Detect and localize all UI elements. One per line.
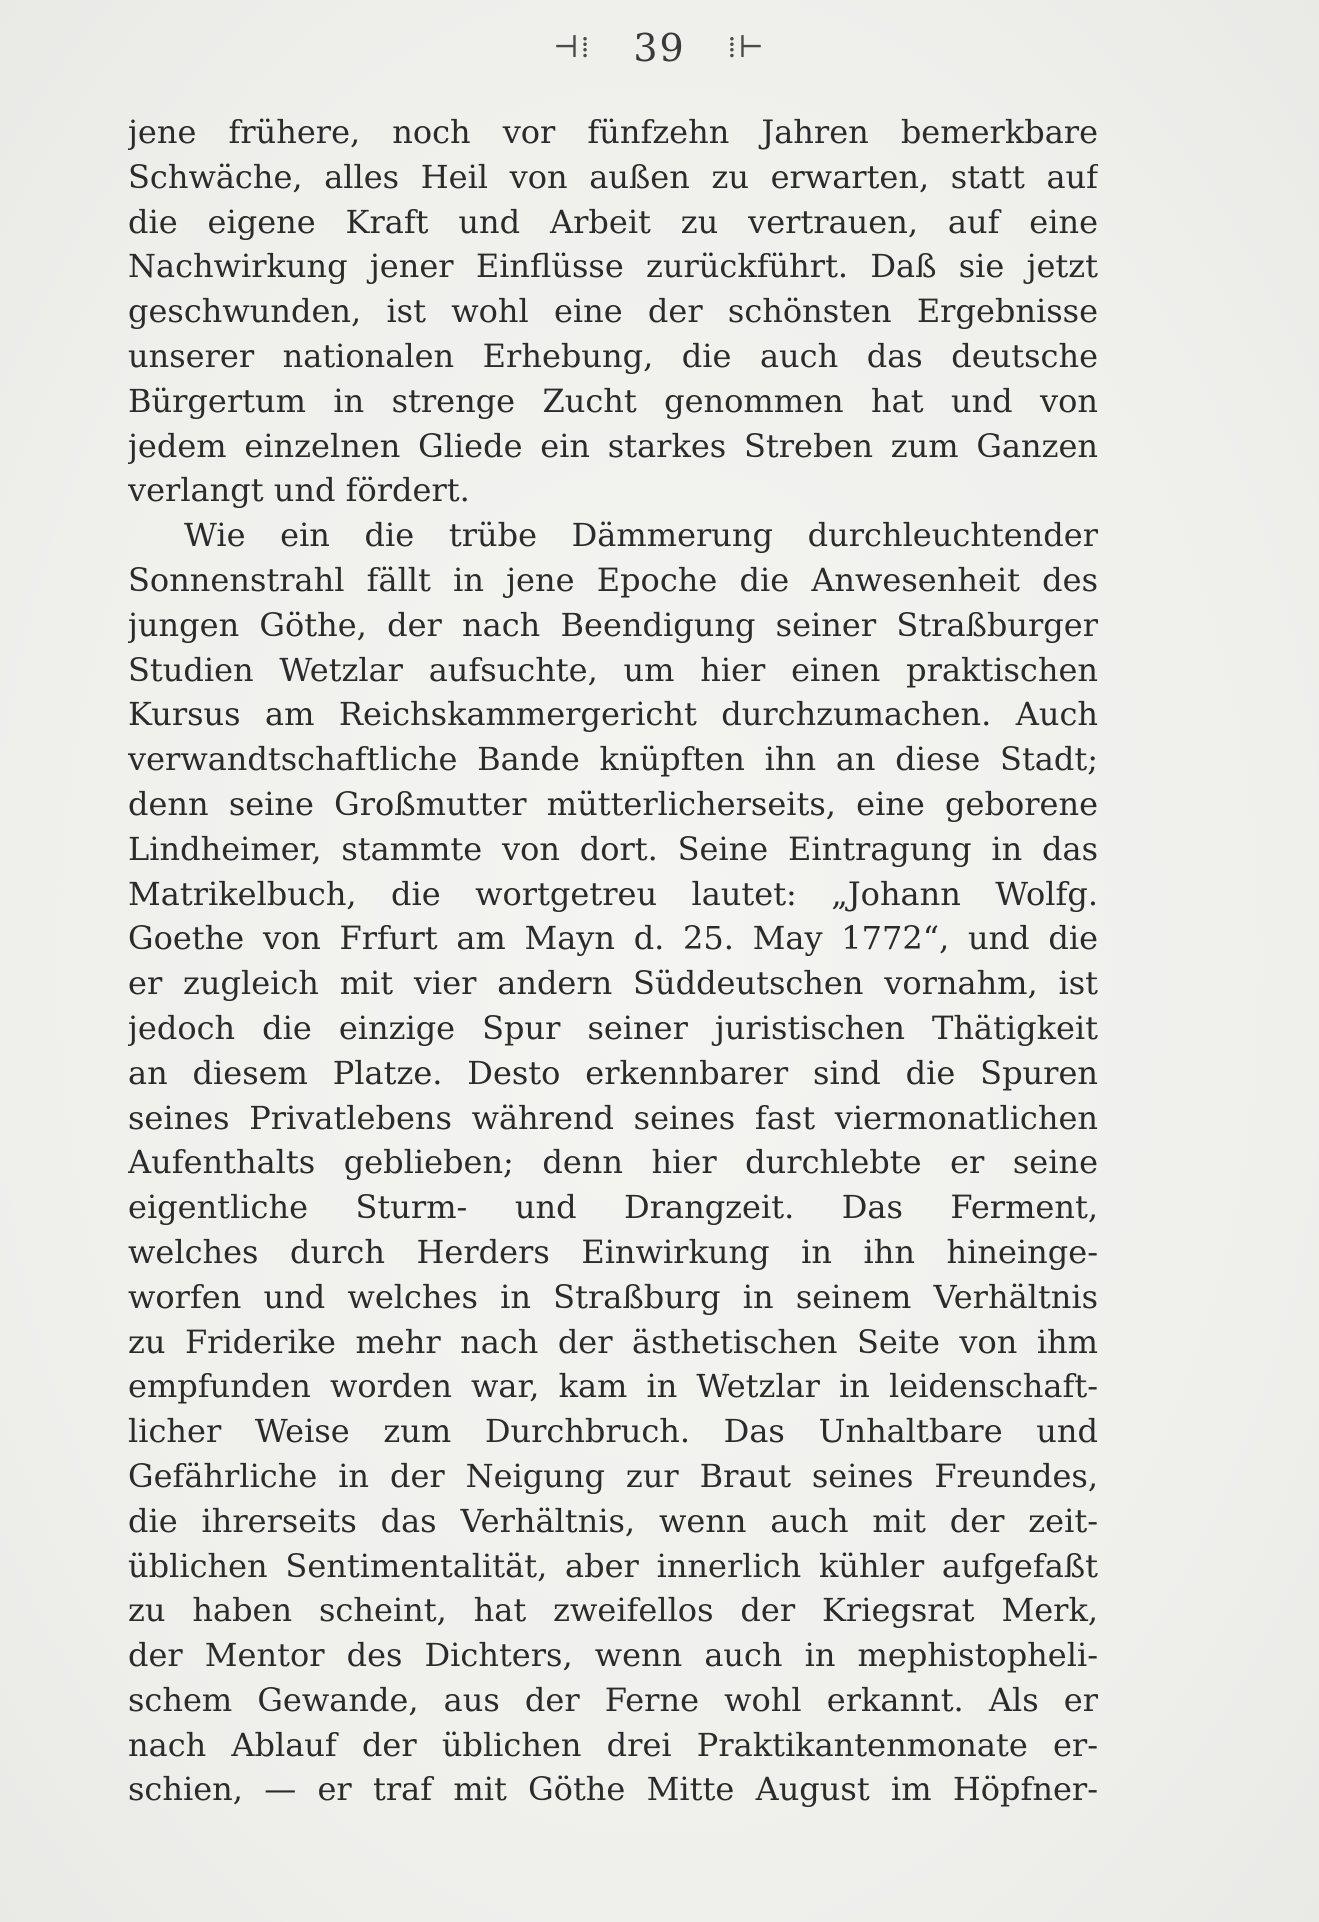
text-line: Matrikelbuch, die wortgetreu lautet: „Johann Wolfg.: [128, 874, 1098, 913]
text-line: Lindheimer, stammte von dort. Seine Eintragung in das: [128, 829, 1098, 868]
text-line: er zugleich mit vier andern Süddeutschen vornahm, ist: [128, 964, 1098, 1003]
page-number: 39: [633, 25, 686, 70]
text-line: Sonnenstrahl fällt in jene Epoche die Anwesenheit des: [128, 560, 1098, 599]
text-line: jedoch die einzige Spur seiner juristischen Thätigkeit: [128, 1008, 1098, 1047]
text-line: jedem einzelnen Gliede ein starkes Streben zum Ganzen: [128, 426, 1098, 465]
text-line: die ihrerseits das Verhältnis, wenn auch mit der zeit-: [128, 1501, 1098, 1540]
text-line: worfen und welches in Straßburg in seinem Verhältnis: [128, 1277, 1098, 1316]
body-text: [128, 110, 1098, 1812]
text-line: licher Weise zum Durchbruch. Das Unhaltbare und: [128, 1412, 1098, 1451]
text-line: Kursus am Reichskammergericht durchzumachen. Auch: [128, 695, 1098, 734]
text-line: jene frühere, noch vor fünfzehn Jahren bemerkbare: [128, 113, 1098, 151]
ornament-left: ⊣⁞: [553, 30, 592, 65]
text-line: schien, — er traf mit Göthe Mitte August im Höpfner-: [128, 1770, 1098, 1809]
page-header: [0, 22, 1319, 70]
ornament-right: ⁞⊢: [727, 30, 766, 65]
text-line: unserer nationalen Erhebung, die auch das deutsche: [128, 336, 1098, 375]
text-line: zu Friderike mehr nach der ästhetischen Seite von ihm: [128, 1322, 1098, 1361]
text-line: verwandtschaftliche Bande knüpften ihn an diese Stadt;: [128, 740, 1098, 779]
text-line: empfunden worden war, kam in Wetzlar in leidenschaft-: [128, 1367, 1098, 1406]
text-line: zu haben scheint, hat zweifellos der Kriegsrat Merk,: [128, 1591, 1098, 1630]
text-line: Wie ein die trübe Dämmerung durchleuchtender: [184, 516, 1098, 555]
text-line: verlangt und fördert.: [128, 471, 470, 510]
text-line: Goethe von Frfurt am Mayn d. 25. May 1772“, und die: [128, 919, 1098, 958]
text-line: welches durch Herders Einwirkung in ihn hineinge-: [128, 1232, 1098, 1271]
text-line: Gefährliche in der Neigung zur Braut seines Freundes,: [128, 1456, 1098, 1495]
text-line: jungen Göthe, der nach Beendigung seiner Straßburger: [128, 605, 1098, 644]
text-line: Aufenthalts geblieben; denn hier durchlebte er seine: [128, 1143, 1098, 1182]
text-line: Studien Wetzlar aufsuchte, um hier einen praktischen: [128, 650, 1098, 689]
text-line: Bürgertum in strenge Zucht genommen hat und von: [128, 381, 1098, 420]
text-line: denn seine Großmutter mütterlicherseits, eine geborene: [128, 784, 1098, 823]
text-line: seines Privatlebens während seines fast viermonatlichen: [128, 1098, 1098, 1137]
text-line: der Mentor des Dichters, wenn auch in mephistopheli-: [128, 1636, 1098, 1675]
text-line: nach Ablauf der üblichen drei Praktikantenmonate er-: [128, 1725, 1098, 1764]
text-line: eigentliche Sturm- und Drangzeit. Das Ferment,: [128, 1188, 1098, 1227]
text-line: geschwunden, ist wohl eine der schönsten Ergebnisse: [128, 292, 1098, 331]
text-line: schem Gewande, aus der Ferne wohl erkannt. Als er: [128, 1680, 1098, 1719]
text-line: üblichen Sentimentalität, aber innerlich kühler aufgefaßt: [128, 1546, 1098, 1585]
text-line: Schwäche, alles Heil von außen zu erwarten, statt auf: [128, 157, 1098, 196]
text-line: die eigene Kraft und Arbeit zu vertrauen, auf eine: [128, 202, 1098, 241]
text-line: an diesem Platze. Desto erkennbarer sind die Spuren: [128, 1053, 1098, 1092]
text-line: Nachwirkung jener Einflüsse zurückführt. Daß sie jetzt: [128, 247, 1098, 286]
